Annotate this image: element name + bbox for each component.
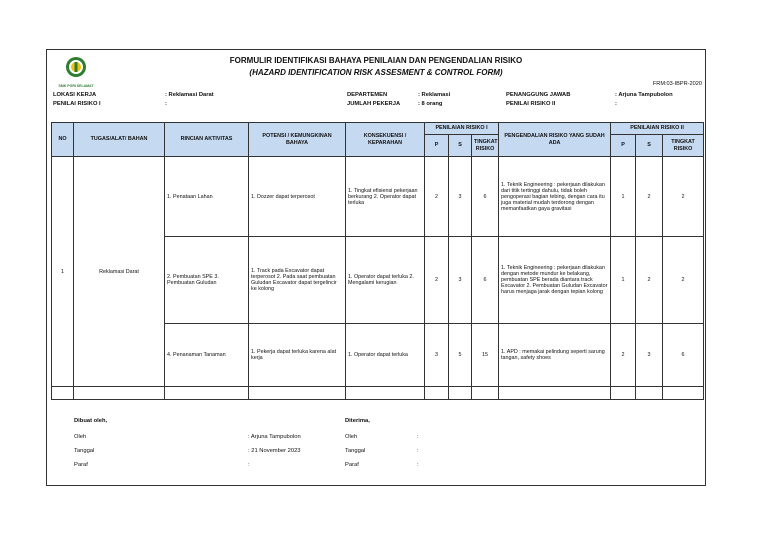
cell-potensi: 1. Dozzer dapat terperosot xyxy=(249,157,346,237)
header-tingkat1: TINGKAT RISIKO xyxy=(472,135,499,157)
paraf-label: Paraf xyxy=(74,462,88,468)
form-code: FRM:03-IBPR-2020 xyxy=(652,81,702,87)
cell-p1: 3 xyxy=(425,324,449,387)
header-pengendalian: PENGENDALIAN RISIKO YANG SUDAH ADA xyxy=(499,123,611,157)
cell-t1: 15 xyxy=(472,324,499,387)
header-potensi: POTENSI / KEMUNGKINAN BAHAYA xyxy=(249,123,346,157)
header-no: NO xyxy=(52,123,74,157)
form-subtitle: (HAZARD IDENTIFICATION RISK ASSESMENT & CONTROL FORM) xyxy=(249,68,503,77)
lokasi-value: : Reklamasi Darat xyxy=(165,92,214,98)
cell-rincian: 2. Pembuatan SPE 3. Pembuatan Guludan xyxy=(165,237,249,324)
jumlah-label: JUMLAH PEKERJA xyxy=(347,101,401,107)
cell-pengendalian: 1. Teknik Engineering : pekerjaan dilakukan dari titik tertinggi dahulu, tidak boleh pengoperasi bagian tebing, dengan cara itu juga material mudah terdorong dengan memanfaatkan gaya gravitasi xyxy=(499,157,611,237)
oleh-value: : Arjuna Tampubolon xyxy=(248,434,301,440)
cell-t2: 2 xyxy=(663,157,704,237)
header-s2: S xyxy=(636,135,663,157)
cell-s1: 3 xyxy=(449,157,472,237)
cell-potensi: 1. Track pada Excavator dapat terperosot 2. Pada saat pembuatan Guludan Excavator dapat tergelincir ke kolong xyxy=(249,237,346,324)
cell-t2: 6 xyxy=(663,324,704,387)
departemen-value: : Reklamasi xyxy=(418,92,451,98)
cell-s2: 2 xyxy=(636,157,663,237)
cell-konsekuensi: 1. Operator dapat terluka xyxy=(346,324,425,387)
cell-konsekuensi: 1. Operator dapat terluka 2. Mengalami kerugian xyxy=(346,237,425,324)
cell-p1: 2 xyxy=(425,237,449,324)
receiver-paraf-label: Paraf xyxy=(345,462,359,468)
jumlah-value: : 8 orang xyxy=(418,101,443,107)
oleh-label: Oleh xyxy=(74,434,87,440)
lokasi-label: LOKASI KERJA xyxy=(53,92,97,98)
header-penilaian1: PENILAIAN RISIKO I xyxy=(425,123,499,135)
receiver-oleh-value: : xyxy=(417,434,419,440)
penilai-value: : xyxy=(165,101,167,107)
penilai-label: PENILAI RISIKO I xyxy=(53,101,101,107)
cell-konsekuensi: 1. Tingkat efisiensi pekerjaan berkurang 2. Operator dapat terluka xyxy=(346,157,425,237)
header-p1: P xyxy=(425,135,449,157)
logo-text: SMK PGRI SELAMAT xyxy=(58,84,94,88)
cell-s2: 3 xyxy=(636,324,663,387)
cell-t1: 6 xyxy=(472,157,499,237)
cell-p2: 2 xyxy=(611,324,636,387)
row-no: 1 xyxy=(52,157,74,387)
row-tugas: Reklamasi Darat xyxy=(74,157,165,387)
cell-rincian: 1. Penataan Lahan xyxy=(165,157,249,237)
cell-rincian: 4. Penanaman Tanaman xyxy=(165,324,249,387)
header-rincian: RINCIAN AKTIVITAS xyxy=(165,123,249,157)
cell-s1: 3 xyxy=(449,237,472,324)
dibuat-oleh-label: Dibuat oleh, xyxy=(74,418,108,424)
cell-p1: 2 xyxy=(425,157,449,237)
table-row-empty xyxy=(52,387,704,400)
header-s1: S xyxy=(449,135,472,157)
penanggung-jawab-label: PENANGGUNG JAWAB xyxy=(506,92,571,98)
receiver-tanggal-value: : xyxy=(417,448,419,454)
departemen-label: DEPARTEMEN xyxy=(347,92,388,98)
cell-s2: 2 xyxy=(636,237,663,324)
penanggung-jawab-value: : Arjuna Tampubolon xyxy=(615,92,673,98)
header-tingkat2: TINGKAT RISIKO xyxy=(663,135,704,157)
cell-p2: 1 xyxy=(611,157,636,237)
header-konsekuensi: KONSEKUENSI / KEPARAHAN xyxy=(346,123,425,157)
receiver-tanggal-label: Tanggal xyxy=(345,448,366,454)
cell-pengendalian: 1. Teknik Engineering : pekerjaan dilakukan dengan metode mundur ke belakang, pembuatan SPE berada diantara track Excavator 2. Pembuatan Guludan Excavator harus menjaga jarak dengan tepian kolong xyxy=(499,237,611,324)
penilai2-value: : xyxy=(615,101,617,107)
cell-pengendalian: 1. APD : memakai pelindung seperti sarung tangan, safety shoes xyxy=(499,324,611,387)
diterima-label: Diterima, xyxy=(345,418,370,424)
form-page xyxy=(46,49,706,486)
risk-table xyxy=(51,122,704,400)
header-p2: P xyxy=(611,135,636,157)
cell-p2: 1 xyxy=(611,237,636,324)
header-penilaian2: PENILAIAN RISIKO II xyxy=(611,123,704,135)
cell-t2: 2 xyxy=(663,237,704,324)
paraf-value: : xyxy=(248,462,250,468)
cell-t1: 6 xyxy=(472,237,499,324)
cell-s1: 5 xyxy=(449,324,472,387)
table-row xyxy=(52,157,704,237)
receiver-paraf-value: : xyxy=(417,462,419,468)
penilai2-label: PENILAI RISIKO II xyxy=(506,101,556,107)
tanggal-label: Tanggal xyxy=(74,448,95,454)
receiver-oleh-label: Oleh xyxy=(345,434,358,440)
tanggal-value: : 21 November 2023 xyxy=(248,448,301,454)
cell-potensi: 1. Pekerja dapat terluka karena alat kerja xyxy=(249,324,346,387)
form-title: FORMULIR IDENTIFIKASI BAHAYA PENILAIAN DAN PENGENDALIAN RISIKO xyxy=(229,56,523,65)
header-tugas: TUGAS/ALAT/ BAHAN xyxy=(74,123,165,157)
